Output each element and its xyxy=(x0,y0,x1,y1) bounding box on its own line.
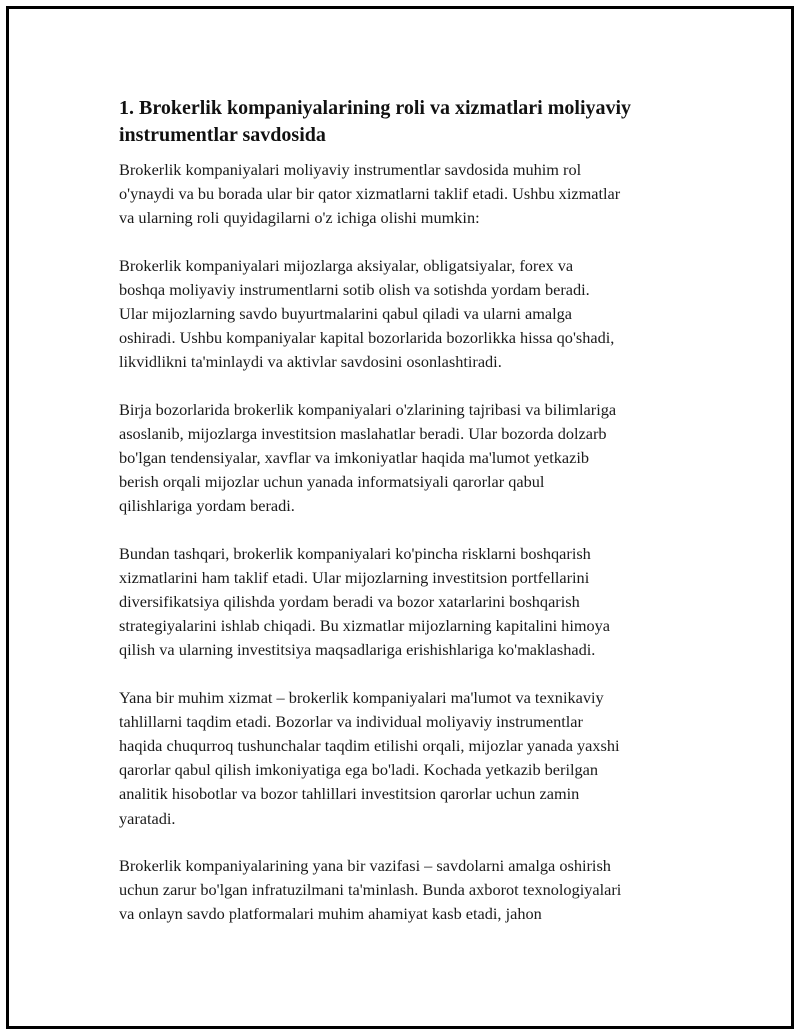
text-line: va ularning roli quyidagilarni o'z ichiga olishi mumkin: xyxy=(119,208,480,228)
text-line: analitik hisobotlar va bozor tahlillari investitsion qarorlar uchun zamin xyxy=(119,784,580,804)
text-line: Yana bir muhim xizmat – brokerlik kompaniyalari ma'lumot va texnikaviy xyxy=(119,687,604,707)
text-line: asoslanib, mijozlarga investitsion maslahatlar beradi. Ular bozorda dolzarb xyxy=(119,423,607,443)
text-line: strategiyalarini ishlab chiqadi. Bu xizmatlar mijozlarning kapitalini himoya xyxy=(119,616,611,636)
text-line: oshiradi. Ushbu kompaniyalar kapital bozorlarida bozorlikka hissa qo'shadi, xyxy=(119,328,615,348)
text-line: yaratadi. xyxy=(119,808,176,828)
text-line: diversifikatsiya qilishda yordam beradi va bozor xatarlarini boshqarish xyxy=(119,592,580,612)
text-line: qilish va ularning investitsiya maqsadlariga erishishlariga ko'maklashadi. xyxy=(119,640,596,660)
text-line: va onlayn savdo platformalari muhim ahamiyat kasb etadi, jahon xyxy=(119,904,542,924)
text-line: qilishlariga yordam beradi. xyxy=(119,496,295,516)
heading-line: 1. Brokerlik kompaniyalarining roli va xizmatlari moliyaviy xyxy=(119,97,632,119)
text-line: Birja bozorlarida brokerlik kompaniyalari o'zlarining tajribasi va bilimlariga xyxy=(119,399,617,419)
text-line: Bundan tashqari, brokerlik kompaniyalari ko'pincha risklarni boshqarish xyxy=(119,543,591,563)
text-line: haqida chuqurroq tushunchalar taqdim etilishi orqali, mijozlar yanada yaxshi xyxy=(119,736,620,756)
text-line: xizmatlarini ham taklif etadi. Ular mijozlarning investitsion portfellarini xyxy=(119,567,590,587)
paragraph-investment-advice xyxy=(119,398,699,519)
section-heading xyxy=(119,95,699,149)
paragraph-risk-management xyxy=(119,542,699,663)
text-line: tahlillarni taqdim etadi. Bozorlar va individual moliyaviy instrumentlar xyxy=(119,711,583,731)
paragraph-analytics xyxy=(119,686,699,831)
text-line: Brokerlik kompaniyalari moliyaviy instrumentlar savdosida muhim rol xyxy=(119,160,582,179)
text-line: Ular mijozlarning savdo buyurtmalarini qabul qiladi va ularni amalga xyxy=(119,304,573,324)
heading-line: instrumentlar savdosida xyxy=(119,124,326,146)
text-line: berish orqali mijozlar uchun yanada informatsiyali qarorlar qabul xyxy=(119,472,545,492)
text-line: bo'lgan tendensiyalar, xavflar va imkoniyatlar haqida ma'lumot yetkazib xyxy=(119,448,589,468)
page-frame xyxy=(6,6,794,1029)
text-line: likvidlikni ta'minlaydi va aktivlar savdosini osonlashtiradi. xyxy=(119,352,502,372)
text-line: Brokerlik kompaniyalarining yana bir vazifasi – savdolarni amalga oshirish xyxy=(119,855,611,875)
text-line: Brokerlik kompaniyalari mijozlarga aksiyalar, obligatsiyalar, forex va xyxy=(119,255,574,275)
paragraph-trading-services xyxy=(119,254,699,375)
text-line: uchun zarur bo'lgan infratuzilmani ta'minlash. Bunda axborot texnologiyalari xyxy=(119,880,622,900)
text-line: boshqa moliyaviy instrumentlarni sotib olish va sotishda yordam beradi. xyxy=(119,279,590,299)
paragraph-infrastructure xyxy=(119,854,699,927)
text-line: qarorlar qabul qilish imkoniyatiga ega bo'ladi. Kochada yetkazib berilgan xyxy=(119,760,599,780)
text-line: o'ynaydi va bu borada ular bir qator xizmatlarni taklif etadi. Ushbu xizmatlar xyxy=(119,184,621,204)
document-body xyxy=(119,95,699,949)
paragraph-intro xyxy=(119,158,699,231)
